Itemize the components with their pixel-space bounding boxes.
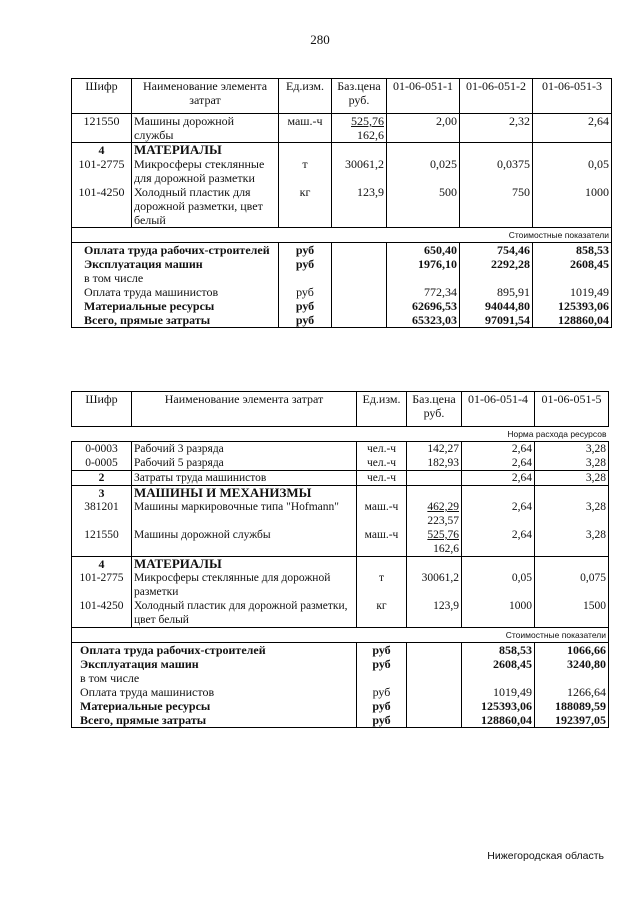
footer-region: Нижегородская область	[487, 850, 604, 862]
table-row	[72, 571, 609, 599]
summary-name: Материальные ресурсы	[72, 699, 357, 713]
row-base-price: 123,9	[332, 185, 387, 228]
row-code: 381201	[72, 500, 132, 528]
summary-value-3: 858,53	[533, 243, 612, 258]
summary-name: Оплата труда рабочих-строителей	[72, 243, 279, 258]
row-value-2: 2,32	[460, 114, 533, 143]
cost-indicators-label-row	[72, 628, 609, 643]
row-name: Рабочий 5 разряда	[132, 456, 357, 471]
table-row	[72, 157, 612, 185]
section-number: 4	[72, 143, 132, 158]
summary-name: Материальные ресурсы	[72, 299, 279, 313]
row-name: Холодный пластик для дорожной разметки, цвет белый	[132, 599, 357, 628]
row-base-price: 30061,2	[407, 571, 462, 599]
summary-unit: руб	[357, 699, 407, 713]
header-unit: Ед.изм.	[357, 392, 407, 427]
summary-subrow	[72, 271, 612, 285]
row-code: 0-0005	[72, 456, 132, 471]
header-base-price: Баз.цена руб.	[407, 392, 462, 427]
summary-row	[72, 657, 609, 671]
row-name: Машины дорожной службы	[132, 114, 279, 143]
row-value-5: 3,28	[535, 500, 609, 528]
table-row	[72, 599, 609, 628]
summary-row	[72, 643, 609, 658]
section-row	[72, 486, 609, 501]
row-value-4: 0,05	[462, 571, 535, 599]
base-price-value: 525,76	[351, 114, 384, 128]
row-unit: маш.-ч	[357, 528, 407, 557]
row-unit: т	[279, 157, 332, 185]
section-row	[72, 143, 612, 158]
row-value-3: 2,64	[533, 114, 612, 143]
row-code: 121550	[72, 114, 132, 143]
row-value-4: 2,64	[462, 528, 535, 557]
row-value-3: 0,05	[533, 157, 612, 185]
norm-label: Норма расхода ресурсов	[72, 427, 609, 442]
row-name: Машины маркировочные типа "Hofmann"	[132, 500, 357, 528]
summary-subtitle: в том числе	[72, 671, 357, 685]
row-value-5: 3,28	[535, 471, 609, 486]
summary-unit: руб	[357, 657, 407, 671]
row-value-5: 1500	[535, 599, 609, 628]
section-title: МАТЕРИАЛЫ	[132, 143, 279, 158]
summary-unit: руб	[357, 643, 407, 658]
summary-value-3: 1019,49	[533, 285, 612, 299]
base-price-value-2: 223,57	[427, 515, 459, 527]
row-value-5: 3,28	[535, 528, 609, 557]
summary-row-total	[72, 313, 612, 328]
row-unit: чел.-ч	[357, 471, 407, 486]
summary-value-3: 125393,06	[533, 299, 612, 313]
cost-table-1	[71, 78, 612, 328]
summary-row	[72, 257, 612, 271]
header-name: Наименование элемента затрат	[132, 79, 279, 114]
summary-value-4: 858,53	[462, 643, 535, 658]
row-base-price: 30061,2	[332, 157, 387, 185]
row-base-price	[332, 114, 387, 143]
table1-header-row	[72, 79, 612, 114]
section-number: 4	[72, 557, 132, 572]
summary-value-1: 62696,53	[387, 299, 460, 313]
page-number: 280	[310, 32, 330, 47]
row-base-price: 182,93	[407, 456, 462, 471]
row-code: 101-4250	[72, 185, 132, 228]
summary-unit: руб	[279, 243, 332, 258]
base-price-value: 525,76	[427, 529, 459, 541]
row-value-4: 2,64	[462, 456, 535, 471]
summary-unit: руб	[279, 313, 332, 328]
summary-value-4: 2608,45	[462, 657, 535, 671]
row-code: 121550	[72, 528, 132, 557]
row-value-1: 2,00	[387, 114, 460, 143]
base-price-value-2: 162,6	[357, 128, 384, 142]
header-col-4: 01-06-051-4	[462, 392, 535, 427]
header-col-1: 01-06-051-1	[387, 79, 460, 114]
summary-value-5: 188089,59	[535, 699, 609, 713]
cost-indicators-label: Стоимостные показатели	[72, 628, 609, 643]
row-name: Рабочий 3 разряда	[132, 442, 357, 457]
summary-value-5: 3240,80	[535, 657, 609, 671]
header-col-3: 01-06-051-3	[533, 79, 612, 114]
cost-table-2	[71, 391, 609, 728]
summary-value-1: 1976,10	[387, 257, 460, 271]
row-base-price: 123,9	[407, 599, 462, 628]
row-unit: чел.-ч	[357, 442, 407, 457]
summary-value-5: 1066,66	[535, 643, 609, 658]
row-unit: т	[357, 571, 407, 599]
table-row	[72, 500, 609, 528]
cost-indicators-label-row	[72, 228, 612, 243]
summary-value-3: 2608,45	[533, 257, 612, 271]
row-unit: кг	[357, 599, 407, 628]
summary-value-3: 128860,04	[533, 313, 612, 328]
row-base-price: 142,27	[407, 442, 462, 457]
summary-name: Всего, прямые затраты	[72, 713, 357, 728]
table-row	[72, 114, 612, 143]
summary-unit: руб	[357, 685, 407, 699]
summary-unit: руб	[357, 713, 407, 728]
row-unit: маш.-ч	[279, 114, 332, 143]
summary-value-2: 2292,28	[460, 257, 533, 271]
row-value-3: 1000	[533, 185, 612, 228]
row-code: 101-4250	[72, 599, 132, 628]
summary-value-2: 895,91	[460, 285, 533, 299]
table-row	[72, 471, 609, 486]
summary-value-5: 1266,64	[535, 685, 609, 699]
header-code: Шифр	[72, 79, 132, 114]
row-value-4: 1000	[462, 599, 535, 628]
row-value-5: 3,28	[535, 456, 609, 471]
table2-header-row	[72, 392, 609, 427]
base-price-value: 462,29	[427, 501, 459, 513]
summary-value-4: 128860,04	[462, 713, 535, 728]
summary-value-4: 1019,49	[462, 685, 535, 699]
summary-unit: руб	[279, 285, 332, 299]
row-code: 101-2775	[72, 157, 132, 185]
summary-value-5: 192397,05	[535, 713, 609, 728]
section-number: 3	[72, 486, 132, 501]
row-unit: кг	[279, 185, 332, 228]
summary-value-4: 125393,06	[462, 699, 535, 713]
summary-row-total	[72, 713, 609, 728]
header-base-price: Баз.цена руб.	[332, 79, 387, 114]
row-code: 2	[72, 471, 132, 486]
summary-value-2: 754,46	[460, 243, 533, 258]
summary-row	[72, 685, 609, 699]
summary-name: Оплата труда рабочих-строителей	[72, 643, 357, 658]
summary-value-2: 97091,54	[460, 313, 533, 328]
summary-name: Оплата труда машинистов	[72, 685, 357, 699]
row-unit: чел.-ч	[357, 456, 407, 471]
summary-name: Эксплуатация машин	[72, 657, 357, 671]
header-unit: Ед.изм.	[279, 79, 332, 114]
summary-value-2: 94044,80	[460, 299, 533, 313]
row-value-4: 2,64	[462, 500, 535, 528]
row-value-4: 2,64	[462, 442, 535, 457]
header-name: Наименование элемента затрат	[132, 392, 357, 427]
row-name: Микросферы стеклянные для дорожной разметки	[132, 571, 357, 599]
header-col-2: 01-06-051-2	[460, 79, 533, 114]
row-base-price	[407, 528, 462, 557]
summary-row	[72, 699, 609, 713]
summary-subrow	[72, 671, 609, 685]
row-unit: маш.-ч	[357, 500, 407, 528]
row-value-2: 0,0375	[460, 157, 533, 185]
row-code: 0-0003	[72, 442, 132, 457]
cost-indicators-label: Стоимостные показатели	[72, 228, 612, 243]
table-row	[72, 456, 609, 471]
summary-row	[72, 285, 612, 299]
summary-row	[72, 299, 612, 313]
summary-name: Всего, прямые затраты	[72, 313, 279, 328]
section-row	[72, 557, 609, 572]
section-title: МАШИНЫ И МЕХАНИЗМЫ	[132, 486, 357, 501]
summary-name: Эксплуатация машин	[72, 257, 279, 271]
row-name: Микросферы стеклянные для дорожной разметки	[132, 157, 279, 185]
row-value-5: 0,075	[535, 571, 609, 599]
row-name: Затраты труда машинистов	[132, 471, 357, 486]
summary-unit: руб	[279, 257, 332, 271]
row-value-4: 2,64	[462, 471, 535, 486]
row-base-price	[407, 500, 462, 528]
summary-subtitle: в том числе	[72, 271, 279, 285]
header-code: Шифр	[72, 392, 132, 427]
row-name: Холодный пластик для дорожной разметки, цвет белый	[132, 185, 279, 228]
summary-value-1: 65323,03	[387, 313, 460, 328]
base-price-value-2: 162,6	[433, 543, 459, 555]
summary-value-1: 650,40	[387, 243, 460, 258]
table-row	[72, 528, 609, 557]
row-value-1: 0,025	[387, 157, 460, 185]
table-row	[72, 185, 612, 228]
row-code: 101-2775	[72, 571, 132, 599]
table-row	[72, 442, 609, 457]
summary-value-1: 772,34	[387, 285, 460, 299]
row-value-2: 750	[460, 185, 533, 228]
header-col-5: 01-06-051-5	[535, 392, 609, 427]
row-value-5: 3,28	[535, 442, 609, 457]
row-value-1: 500	[387, 185, 460, 228]
summary-name: Оплата труда машинистов	[72, 285, 279, 299]
summary-row	[72, 243, 612, 258]
section-title: МАТЕРИАЛЫ	[132, 557, 357, 572]
summary-unit: руб	[279, 299, 332, 313]
norm-label-row	[72, 427, 609, 442]
row-name: Машины дорожной службы	[132, 528, 357, 557]
